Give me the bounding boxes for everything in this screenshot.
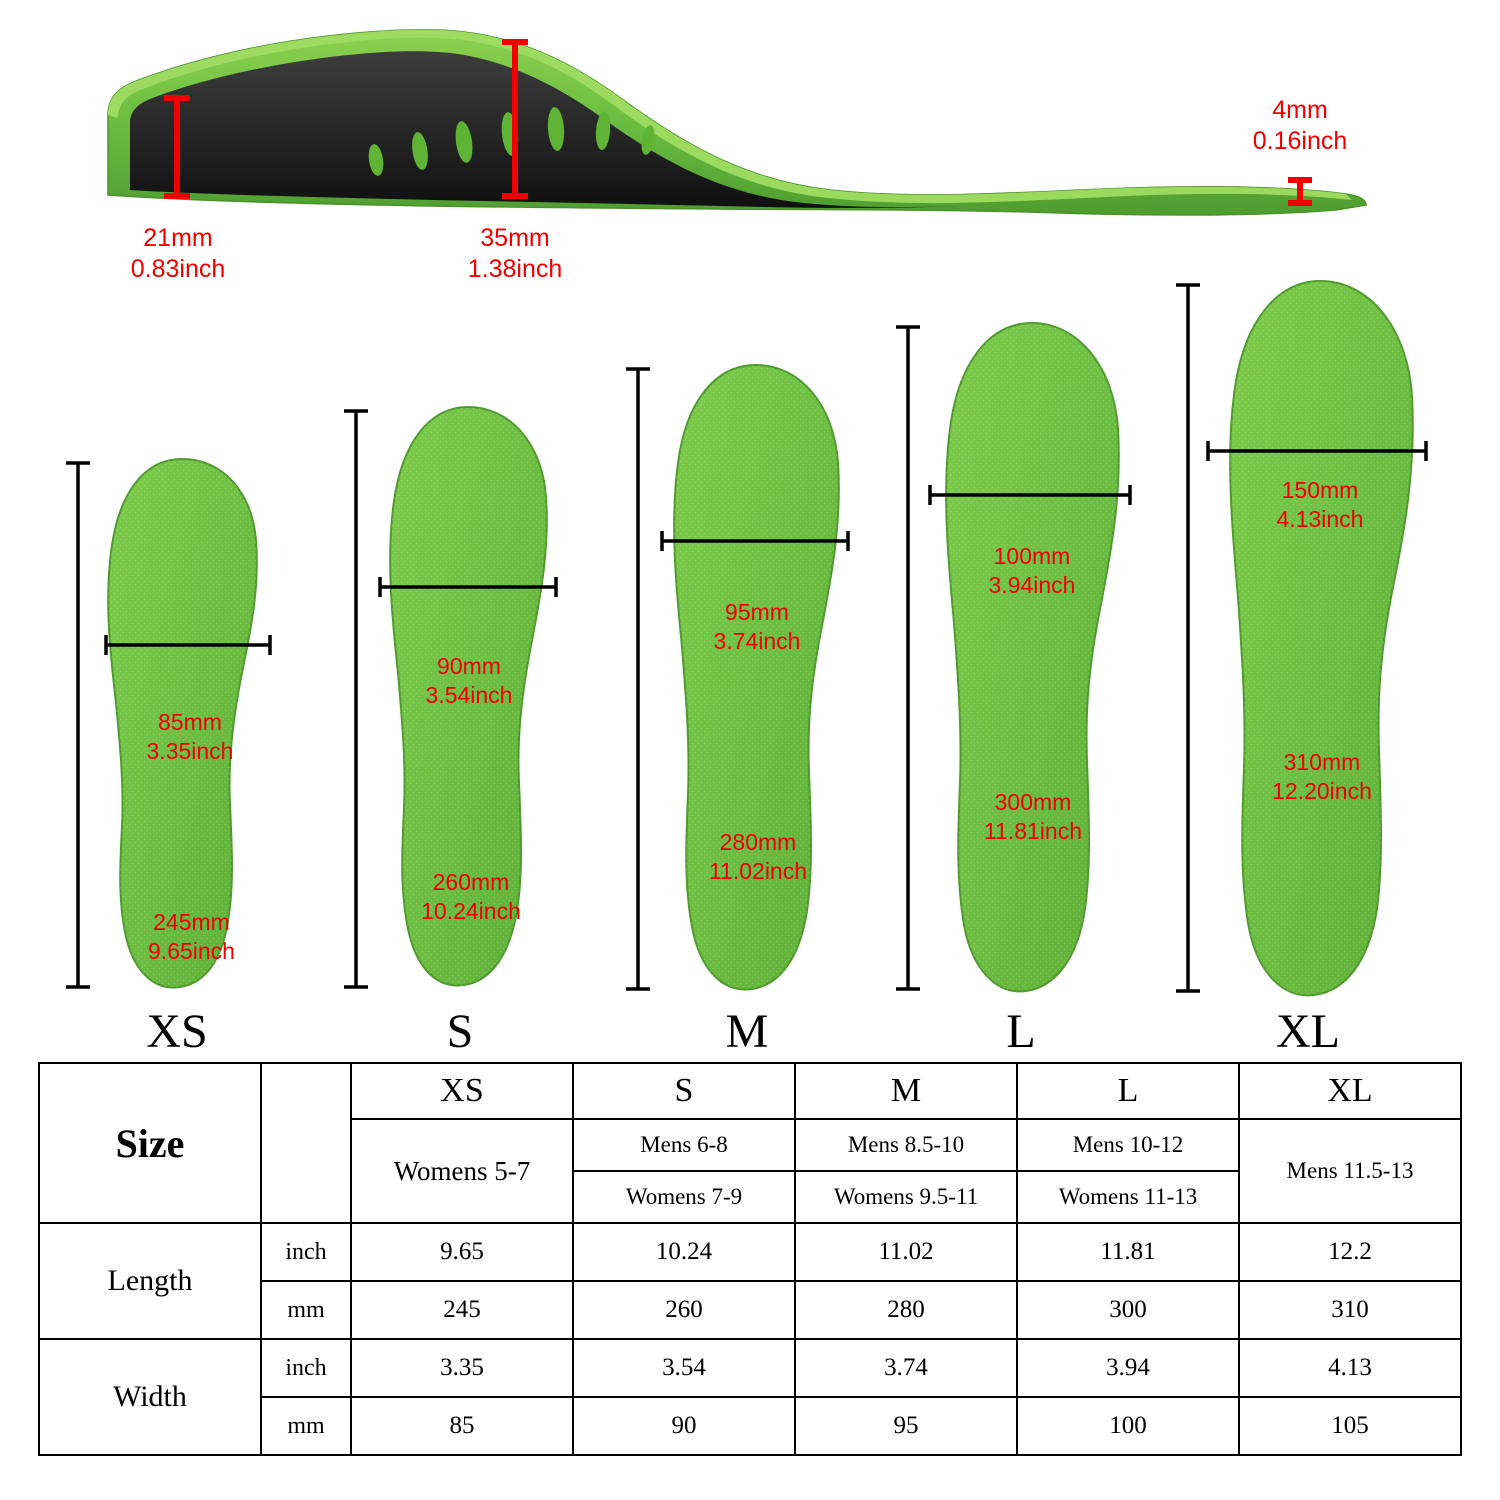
width-unit-inch: inch [261, 1339, 351, 1397]
length-unit-inch: inch [261, 1223, 351, 1281]
insole-xl-illustration [1172, 275, 1444, 1005]
m-length-inch: 11.02inch [708, 858, 808, 884]
shoe-size-s-womens: Womens 7-9 [573, 1171, 795, 1223]
l-length-inch: 11.81inch [983, 818, 1083, 844]
insole-xs-width-label [110, 708, 270, 766]
width-inch-xs: 3.35 [351, 1339, 573, 1397]
table-row-length-inch [39, 1223, 1461, 1281]
length-mm-xs: 245 [351, 1281, 573, 1339]
arch-height-inch: 1.38inch [467, 255, 563, 283]
s-length-inch: 10.24inch [421, 898, 521, 924]
length-inch-xl: 12.2 [1239, 1223, 1461, 1281]
insole-m [622, 350, 872, 1058]
length-mm-s: 260 [573, 1281, 795, 1339]
width-mm-m: 95 [795, 1397, 1017, 1455]
toe-thickness-label [1240, 95, 1360, 157]
header-size-l: L [1017, 1063, 1239, 1119]
insole-s [340, 390, 580, 1058]
xl-width-inch: 4.13inch [1276, 506, 1364, 532]
toe-thickness-mm: 4mm [1272, 96, 1328, 124]
s-width-mm: 90mm [437, 653, 501, 679]
insole-profile-illustration [60, 10, 1440, 280]
shoe-size-l-mens: Mens 10-12 [1017, 1119, 1239, 1171]
shoe-size-xl: Mens 11.5-13 [1239, 1119, 1461, 1223]
xl-length-mm: 310mm [1283, 749, 1361, 775]
insole-m-illustration [622, 355, 872, 1005]
width-inch-m: 3.74 [795, 1339, 1017, 1397]
insole-xs-length-label [104, 908, 279, 966]
xl-length-bar [1176, 285, 1200, 991]
width-inch-xl: 4.13 [1239, 1339, 1461, 1397]
length-mm-xl: 310 [1239, 1281, 1461, 1339]
insole-l-size-letter: L [1006, 1005, 1036, 1058]
insole-xl-length-label [1214, 748, 1430, 806]
m-width-mm: 95mm [725, 599, 789, 625]
m-length-mm: 280mm [719, 829, 797, 855]
insole-l-width-label [944, 542, 1120, 600]
width-mm-s: 90 [573, 1397, 795, 1455]
header-size-s: S [573, 1063, 795, 1119]
insole-xs-size-letter: XS [146, 1005, 208, 1058]
l-length-mm: 300mm [994, 789, 1072, 815]
l-width-inch: 3.94inch [988, 572, 1076, 598]
s-width-inch: 3.54inch [425, 682, 513, 708]
insole-m-size-letter: M [725, 1005, 769, 1058]
header-size-xs: XS [351, 1063, 573, 1119]
xs-width-inch: 3.35inch [146, 738, 234, 764]
insole-m-width-label [672, 598, 842, 656]
length-mm-m: 280 [795, 1281, 1017, 1339]
xl-width-mm: 150mm [1281, 477, 1359, 503]
width-row-label: Width [39, 1339, 261, 1455]
xs-length-bar [66, 463, 90, 987]
width-unit-mm: mm [261, 1397, 351, 1455]
xs-length-inch: 9.65inch [148, 938, 235, 964]
table-row-width-inch [39, 1339, 1461, 1397]
insole-l-length-label [930, 788, 1136, 846]
m-width-inch: 3.74inch [713, 628, 801, 654]
header-spacer-cell [261, 1063, 351, 1223]
s-length-bar [344, 411, 368, 987]
shoe-size-s-mens: Mens 6-8 [573, 1119, 795, 1171]
xs-width-mm: 85mm [158, 709, 222, 735]
insole-xl [1172, 270, 1444, 1058]
xs-length-mm: 245mm [153, 909, 230, 935]
insole-xl-width-label [1230, 476, 1410, 534]
xl-length-inch: 12.20inch [1272, 778, 1372, 804]
table-row-header [39, 1063, 1461, 1119]
l-width-mm: 100mm [993, 543, 1071, 569]
insole-s-size-letter: S [446, 1005, 474, 1058]
length-inch-s: 10.24 [573, 1223, 795, 1281]
insole-l [892, 310, 1150, 1058]
shoe-size-l-womens: Womens 11-13 [1017, 1171, 1239, 1223]
width-inch-s: 3.54 [573, 1339, 795, 1397]
toe-thickness-inch: 0.16inch [1252, 127, 1348, 155]
m-length-bar [626, 369, 650, 989]
insole-side-profile [60, 10, 1440, 283]
size-table-wrapper [38, 1062, 1462, 1456]
header-size-m: M [795, 1063, 1017, 1119]
arch-height-mm: 35mm [480, 224, 550, 252]
header-size-xl: XL [1239, 1063, 1461, 1119]
length-inch-l: 11.81 [1017, 1223, 1239, 1281]
insole-xl-size-letter: XL [1276, 1005, 1340, 1058]
insole-s-length-label [376, 868, 566, 926]
shoe-size-m-mens: Mens 8.5-10 [795, 1119, 1017, 1171]
size-table [38, 1062, 1462, 1456]
heel-height-mm: 21mm [143, 224, 213, 252]
width-mm-xl: 105 [1239, 1397, 1461, 1455]
length-unit-mm: mm [261, 1281, 351, 1339]
insole-l-illustration [892, 315, 1150, 1005]
s-length-mm: 260mm [432, 869, 510, 895]
width-mm-l: 100 [1017, 1397, 1239, 1455]
insole-m-length-label [658, 828, 858, 886]
size-header-cell: Size [39, 1063, 261, 1223]
heel-height-inch: 0.83inch [130, 255, 226, 283]
shoe-size-m-womens: Womens 9.5-11 [795, 1171, 1017, 1223]
length-inch-m: 11.02 [795, 1223, 1017, 1281]
shoe-size-xs: Womens 5-7 [351, 1119, 573, 1223]
insole-s-width-label [386, 652, 552, 710]
l-length-bar [896, 327, 920, 989]
length-row-label: Length [39, 1223, 261, 1339]
insole-xs [62, 430, 292, 1058]
length-mm-l: 300 [1017, 1281, 1239, 1339]
insole-size-row [0, 270, 1500, 1058]
width-mm-xs: 85 [351, 1397, 573, 1455]
length-inch-xs: 9.65 [351, 1223, 573, 1281]
width-inch-l: 3.94 [1017, 1339, 1239, 1397]
